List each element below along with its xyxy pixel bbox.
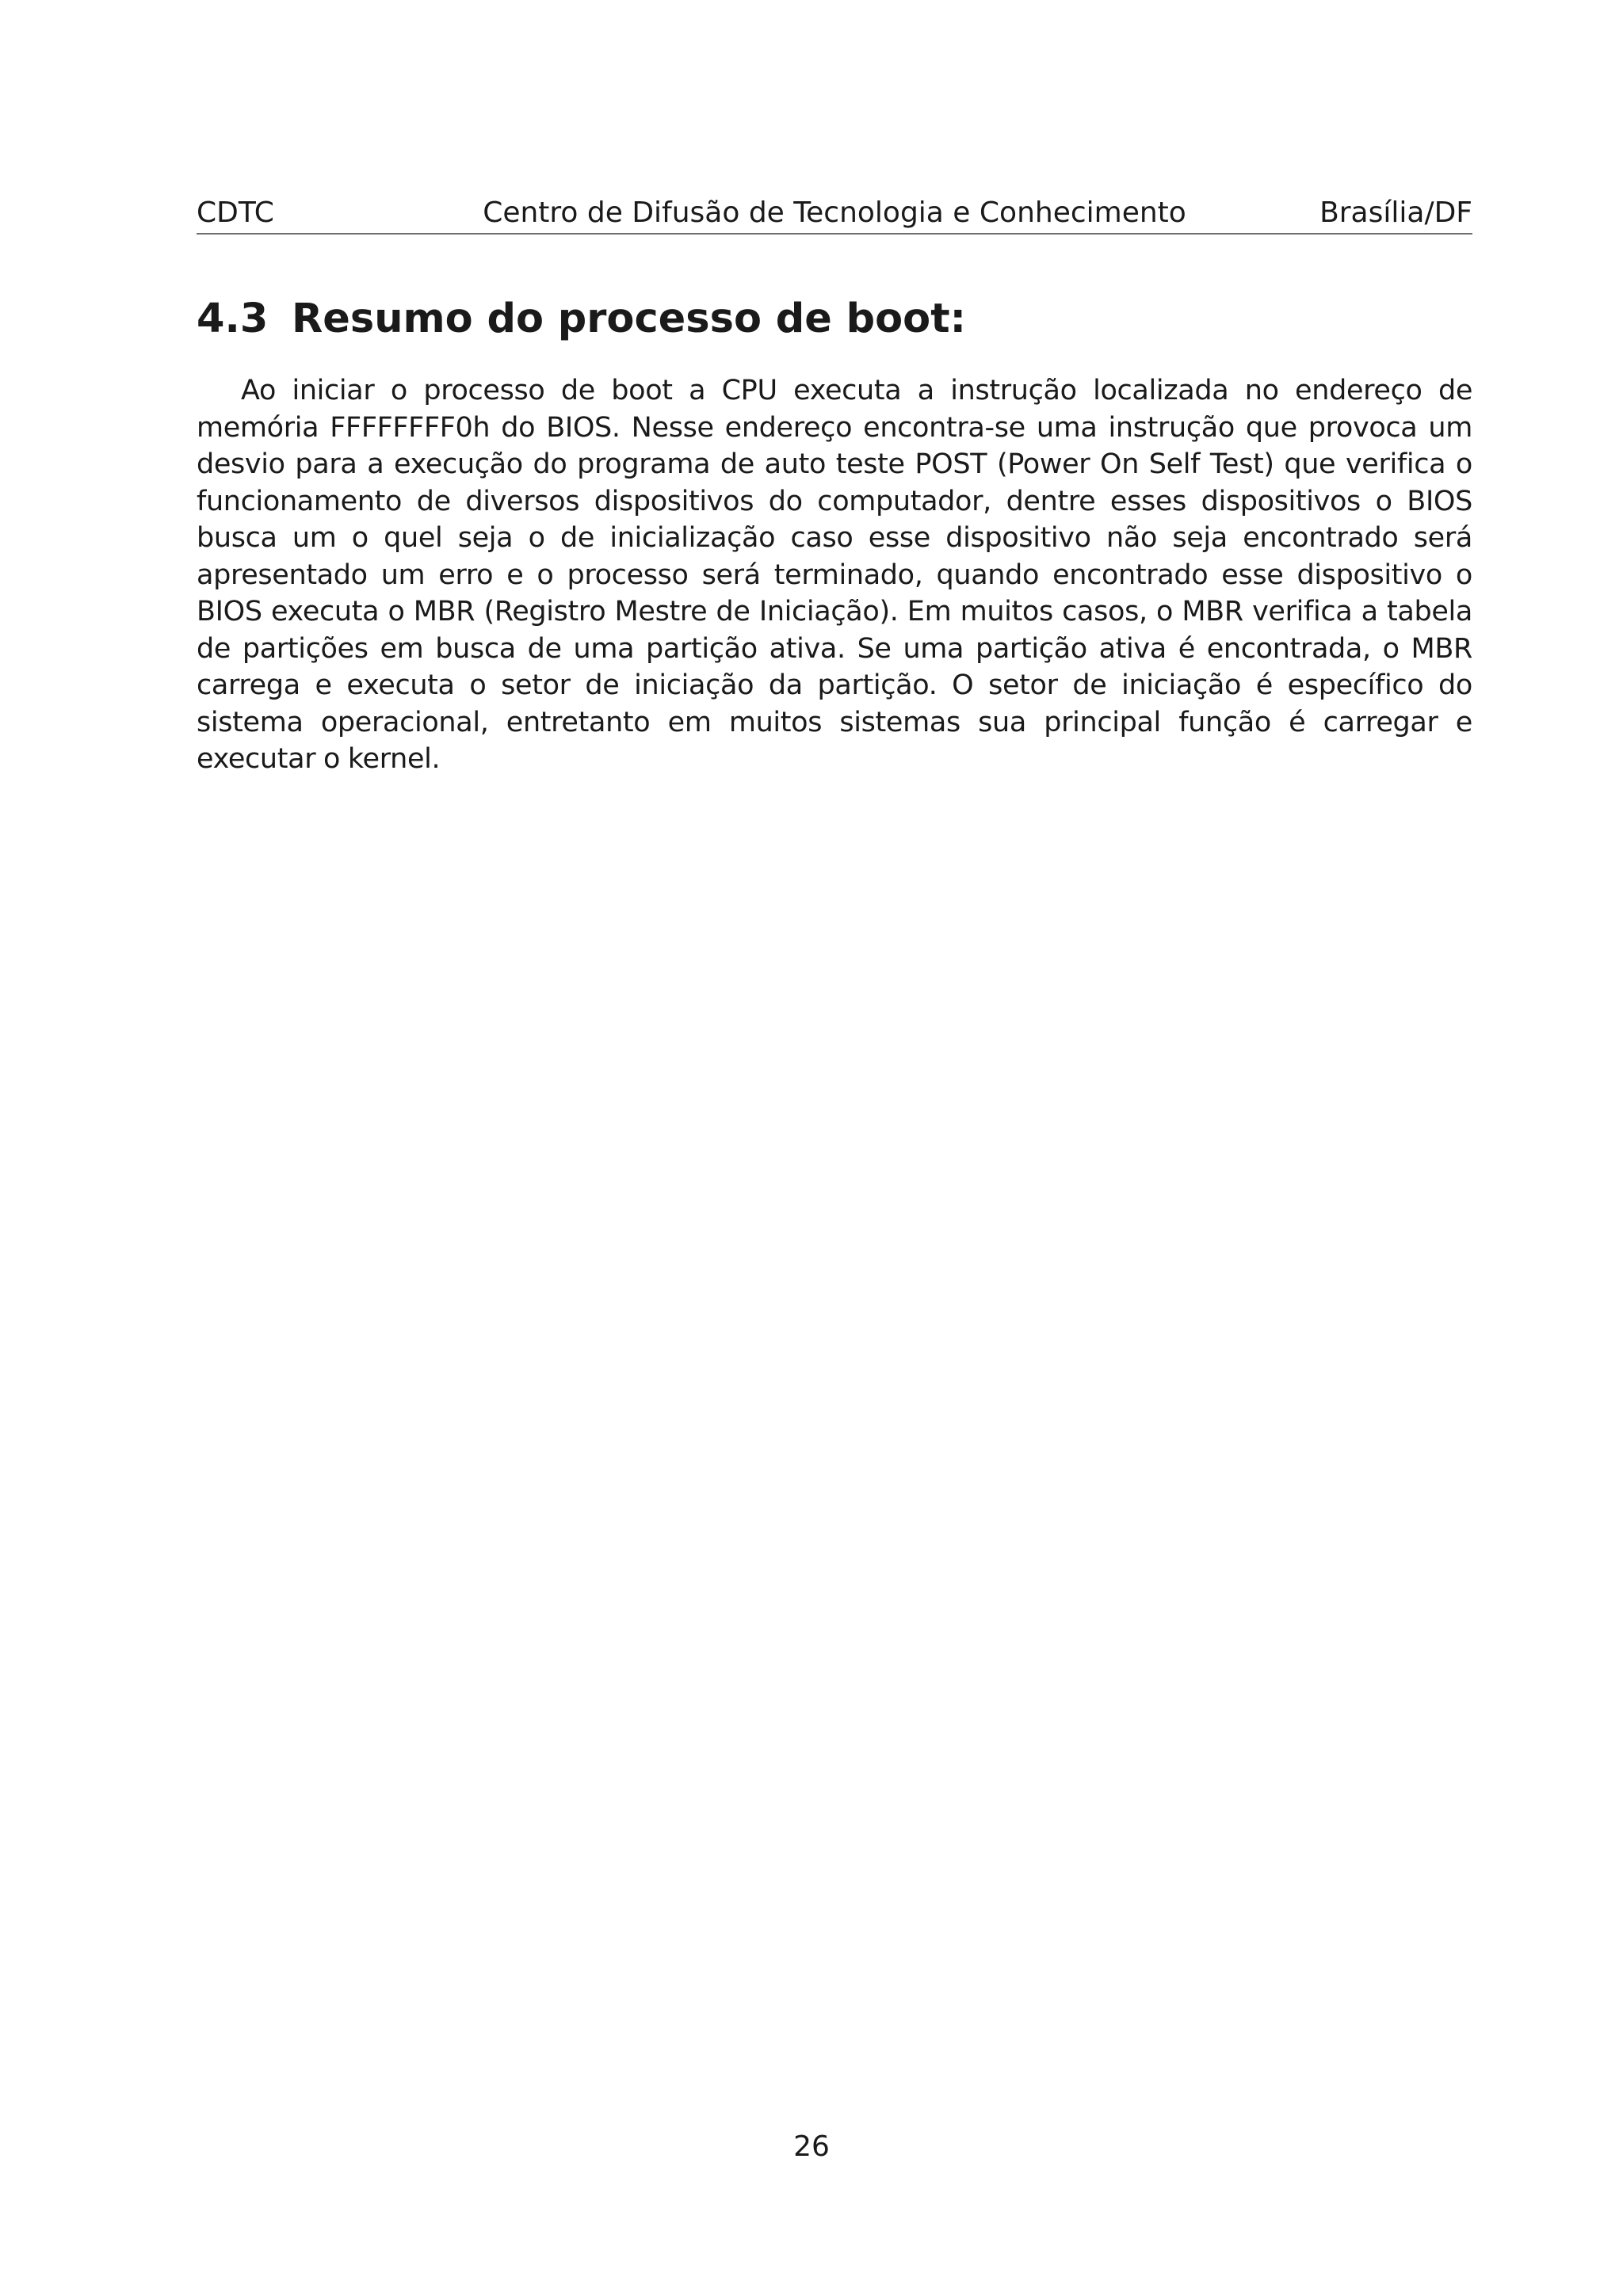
page-number: 26 xyxy=(793,2130,830,2163)
page-header xyxy=(197,193,1472,235)
header-right-text: Brasília/DF xyxy=(1319,196,1472,229)
header-left-text: CDTC xyxy=(197,196,274,229)
section-number: 4.3 xyxy=(197,296,269,342)
section-title: Resumo do processo de boot: xyxy=(292,296,966,342)
header-center-text: Centro de Difusão de Tecnologia e Conhecimento xyxy=(483,196,1186,229)
section-heading xyxy=(197,292,1472,347)
body-paragraph: Ao iniciar o processo de boot a CPU executa a instrução localizada no endereço de memória FFFFFFFF0h do BIOS. Nesse endereço encontra-se uma instrução que provoca um desvio para a execução do programa de auto teste POST (Power On Self Test) que verifica o funcionamento de diversos dispositivos do computador, dentre esses dispositivos o BIOS busca um o quel seja o de inicialização caso esse dispositivo não seja encontrado será apresentado um erro e o processo será terminado, quando encontrado esse dispositivo o BIOS executa o MBR (Registro Mestre de Iniciação). Em muitos casos, o MBR verifica a tabela de partições em busca de uma partição ativa. Se uma partição ativa é encontrada, o MBR carrega e executa o setor de iniciação da partição. O setor de iniciação é específico do sistema operacional, entretanto em muitos sistemas sua principal função é carregar e executar o kernel. xyxy=(197,375,1472,775)
